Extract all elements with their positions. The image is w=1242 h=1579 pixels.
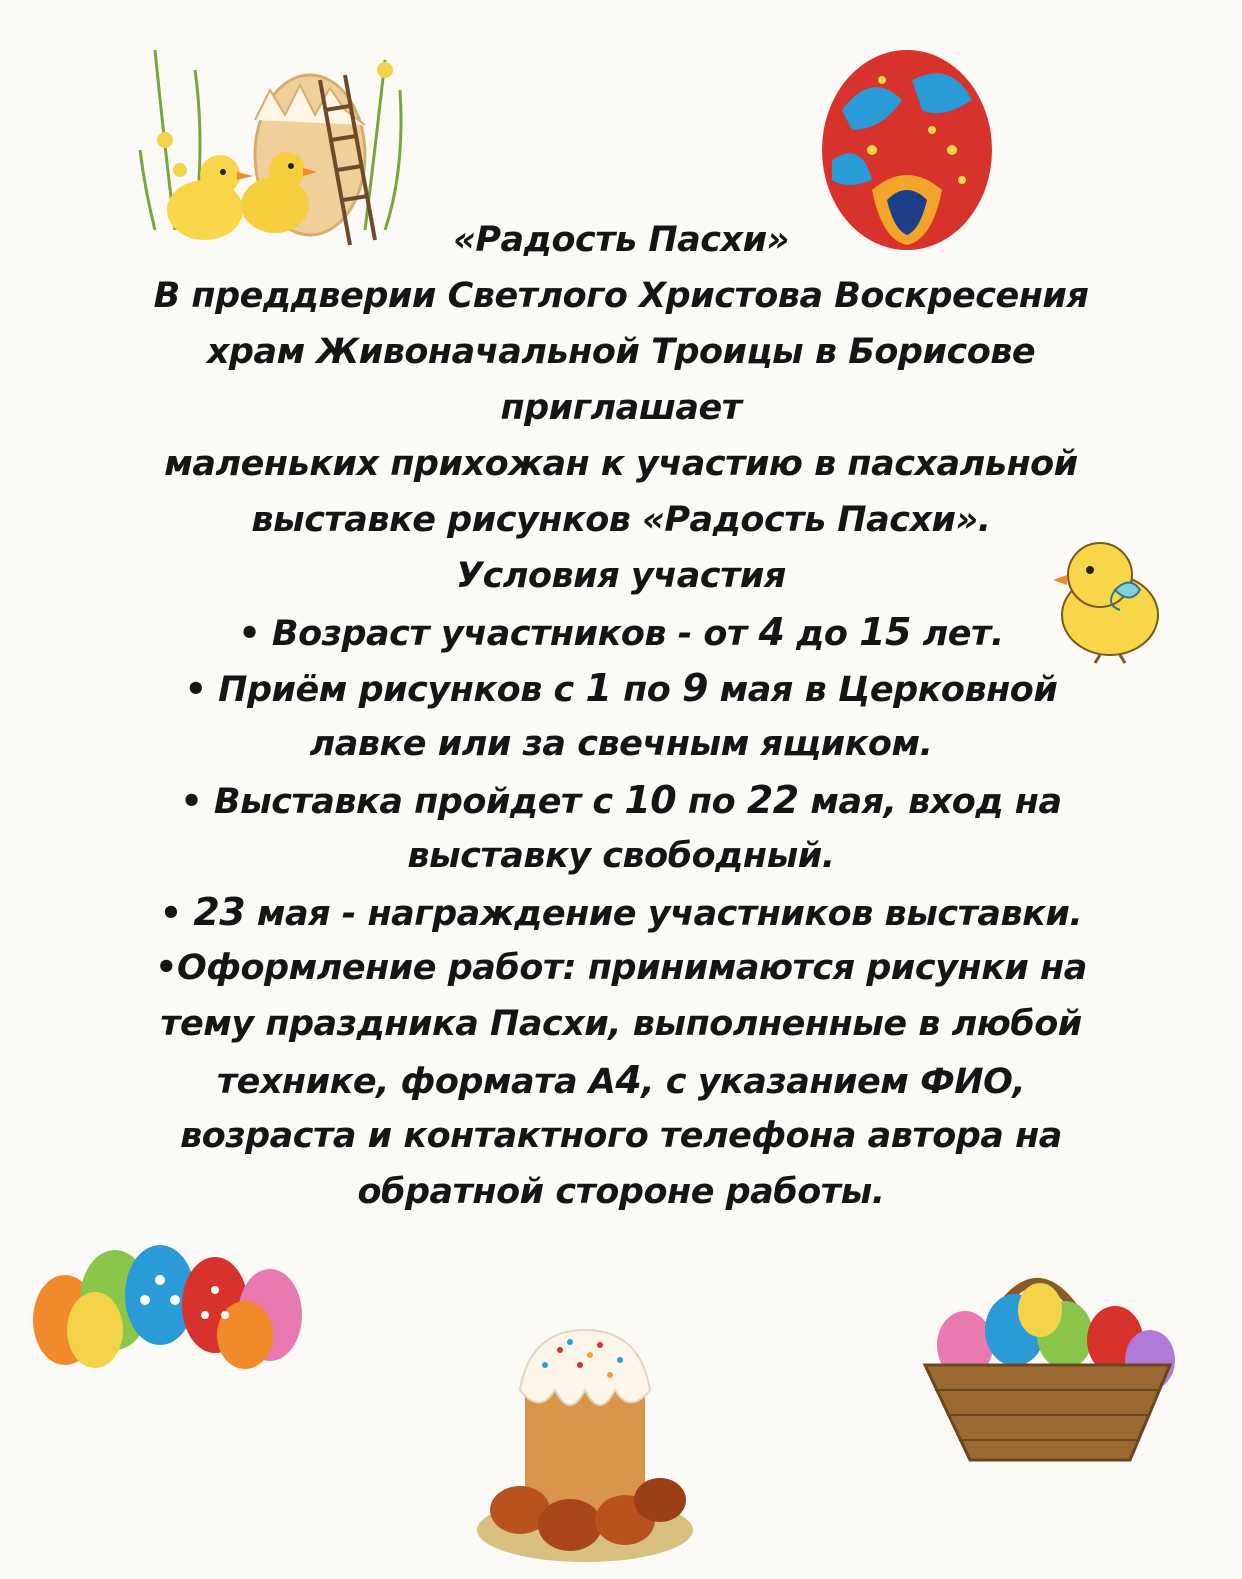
condition-exhibition: • Выставка пройдет с 10 по 22 мая, вход на xyxy=(180,778,1062,822)
colorful-eggs-illustration xyxy=(20,1240,320,1370)
easter-basket-illustration xyxy=(915,1235,1185,1465)
intro-line: маленьких прихожан к участию в пасхальной xyxy=(164,444,1078,484)
condition-format-cont: тему праздника Пасхи, выполненные в любой xyxy=(160,1004,1082,1044)
condition-format: •Оформление работ: принимаются рисунки на xyxy=(155,948,1087,988)
condition-format-cont: технике, формата А4, с указанием ФИО, xyxy=(216,1058,1026,1102)
kulich-with-eggs-illustration xyxy=(470,1320,700,1570)
condition-format-cont: обратной стороне работы. xyxy=(357,1172,885,1212)
announcement-title: «Радость Пасхи» xyxy=(453,220,789,260)
intro-line: храм Живоначальной Троицы в Борисове xyxy=(206,332,1036,372)
condition-format-cont: возраста и контактного телефона автора на xyxy=(180,1116,1062,1156)
condition-exhibition-cont: выставку свободный. xyxy=(407,836,835,876)
condition-age: • Возраст участников - от 4 до 15 лет. xyxy=(238,610,1004,654)
conditions-heading: Условия участия xyxy=(456,556,786,596)
invitation-text xyxy=(0,212,1242,1220)
condition-submission-cont: лавке или за свечным ящиком. xyxy=(309,724,933,764)
condition-submission: • Приём рисунков с 1 по 9 мая в Церковной xyxy=(184,666,1058,710)
intro-line: выставке рисунков «Радость Пасхи». xyxy=(251,500,991,540)
condition-award: • 23 мая - награждение участников выставки. xyxy=(159,890,1083,934)
intro-line: В преддверии Светлого Христова Воскресения xyxy=(153,276,1089,316)
intro-line: приглашает xyxy=(500,388,742,428)
